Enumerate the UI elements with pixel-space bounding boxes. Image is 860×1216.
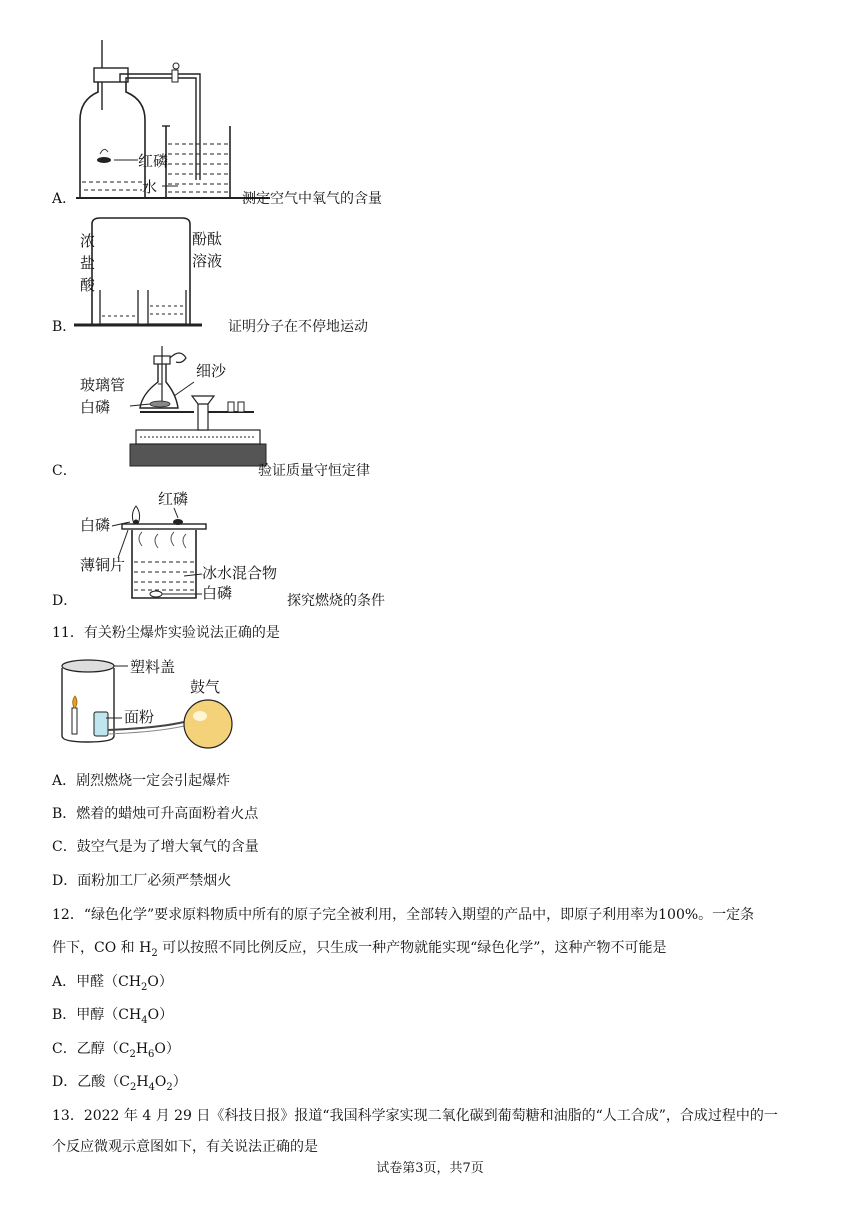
option-d-letter: D． xyxy=(52,593,78,609)
label-glass-tube: 玻璃管 xyxy=(80,376,126,394)
q12-option-b: B．甲醇$(CH_4O)$ xyxy=(52,1007,174,1026)
q11-option-d: D．面粉加工厂必须严禁烟火 xyxy=(52,873,232,889)
label-conc: 浓 xyxy=(80,232,96,250)
label-white-phosphorus-bottom: 白磷 xyxy=(202,584,233,602)
q13-stem-line1: 13．2022 年 4 月 29 日《科技日报》报道“我国科学家实现二氧化碳到葡萄糖和油脂的“人工合成”，合成过程中的一 xyxy=(52,1108,778,1124)
option-a-letter: A． xyxy=(52,191,77,207)
label-flour: 面粉 xyxy=(124,708,155,726)
label-acid: 酸 xyxy=(80,276,96,294)
option-d-caption: 探究燃烧的条件 xyxy=(287,593,385,609)
label-copper-plate: 薄铜片 xyxy=(80,556,126,574)
label-water: 水 xyxy=(142,178,158,196)
label-ice-water: 冰水混合物 xyxy=(202,564,278,582)
label-red-phosphorus-d: 红磷 xyxy=(158,490,189,508)
option-c-letter: C． xyxy=(52,463,77,479)
label-phenolphthalein: 酚酞 xyxy=(192,230,223,248)
label-plastic-lid: 塑料盖 xyxy=(130,658,176,676)
figure-d-combustion-conditions xyxy=(78,486,288,606)
page-footer: 试卷第3页，共7页 xyxy=(376,1161,484,1176)
q12-option-a: A．甲醛$(CH_2O)$ xyxy=(52,974,173,993)
q12-option-d: D．乙酸$(C_2H_4O_2)$ xyxy=(52,1074,187,1093)
option-a-caption: 测定空气中氧气的含量 xyxy=(242,191,382,207)
label-hydrochloric: 盐 xyxy=(80,254,96,272)
q12-option-c: C．乙醇$(C_2H_6O)$ xyxy=(52,1041,180,1060)
q13-stem-line2: 个反应微观示意图如下，有关说法正确的是 xyxy=(52,1139,318,1155)
figure-a-oxygen-content xyxy=(70,40,270,202)
q11-option-b: B．燃着的蜡烛可升高面粉着火点 xyxy=(52,806,259,822)
q11-option-c: C．鼓空气是为了增大氧气的含量 xyxy=(52,839,259,855)
q11-stem: 11．有关粉尘爆炸实验说法正确的是 xyxy=(52,625,280,641)
figure-c-mass-conservation xyxy=(78,346,268,478)
option-c-caption: 验证质量守恒定律 xyxy=(258,463,370,479)
q12-stem-line1: 12．“绿色化学”要求原料物质中所有的原子完全被利用，全部转入期望的产品中，即原子利用率为100%。一定条 xyxy=(52,907,755,923)
label-red-phosphorus: 红磷 xyxy=(138,152,169,170)
q11-option-a: A．剧烈燃烧一定会引起爆炸 xyxy=(52,773,231,789)
label-blow-air: 鼓气 xyxy=(190,678,221,696)
label-white-phosphorus: 白磷 xyxy=(80,398,111,416)
figure-b-molecular-motion xyxy=(70,214,223,334)
figure-q11-dust-explosion xyxy=(58,652,268,752)
label-white-phosphorus-top: 白磷 xyxy=(80,516,111,534)
q12-stem-line2: 件下，CO 和 $H_2$ 可以按照不同比例反应，只生成一种产物就能实现“绿色化学”，这种产物不可能是 xyxy=(52,940,667,959)
option-b-letter: B． xyxy=(52,319,77,335)
option-b-caption: 证明分子在不停地运动 xyxy=(228,319,368,335)
label-solution: 溶液 xyxy=(192,252,223,270)
label-fine-sand: 细沙 xyxy=(196,362,227,380)
